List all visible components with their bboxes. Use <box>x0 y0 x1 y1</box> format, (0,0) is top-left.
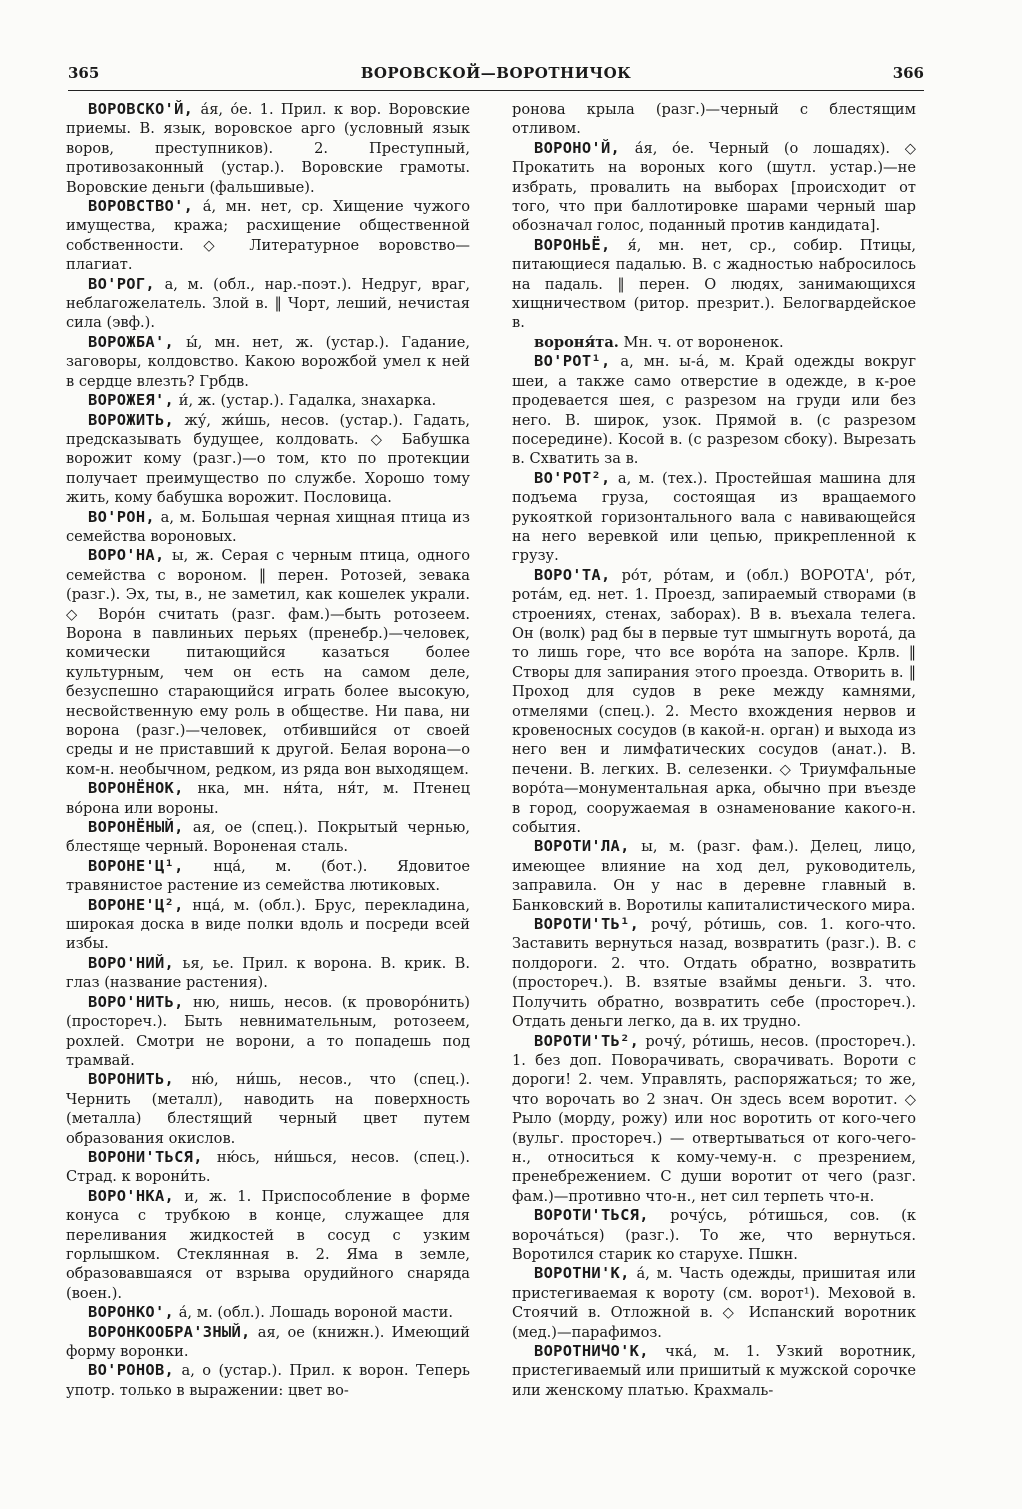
entry-headword: ВОРОНЕ'Ц¹, <box>88 856 184 875</box>
entry-definition: а́, мн. нет, ср. Хищение чужого имущества, кража; расхищение общественной собственности. ◇ Литературное воровство—плагиат. <box>66 198 470 274</box>
entry-headword: ВОРО'НА, <box>88 546 165 565</box>
dictionary-entry <box>512 469 916 566</box>
dictionary-entry <box>512 333 916 352</box>
entry-definition: ню, нишь, несов. (к проворо́нить) (простореч.). Быть невнимательным, ротозеем, рохлей. Смотри не ворони, а то попадешь под трамвай. <box>66 993 470 1069</box>
dictionary-entry <box>512 352 916 468</box>
dictionary-entry <box>66 818 470 857</box>
entry-definition: рочу́, ро́тишь, сов. 1. кого-что. Заставить вернуться назад, возвратить (разг.). В. с полдороги. 2. что. Отдать обратно, возвратить (простореч.). В. взятые взаймы деньги. 3. что. Получить обратно, возвратить себе (простореч.). Отдать деньги легко, да в. их трудно. <box>512 916 916 1031</box>
entry-headword: ВОРОНО'Й, <box>534 138 621 157</box>
entry-definition: и́, ж. (устар.). Гадалка, знахарка. <box>174 392 437 410</box>
entry-definition: ая, ое (книжн.). Имеющий форму воронки. <box>66 1323 470 1360</box>
entry-headword: ВОРОТИ'ЛА, <box>534 837 630 856</box>
entry-definition: ню́сь, ни́шься, несов. (спец.). Страд. к ворони́ть. <box>66 1148 470 1186</box>
entry-definition: рочу́, ро́тишь, несов. (простореч.). 1. без доп. Поворачивать, сворачивать. Вороти с дороги! 2. чем. Управлять, распоряжаться; то же, что ворочать во 2 знач. Он здесь всем воротит. ◇ Рыло (морду, рожу) или нос воротить от кого-чего (вульг. простореч.) — отвертываться от кого-чего-н., относиться к кому-чему-н. с презрением, пренебрежением. С души воротит от чего (разг. фам.)—противно что-н., нет сил терпеть что-н. <box>512 1032 916 1205</box>
entry-headword: ВОРОНКООБРА'ЗНЫЙ, <box>88 1322 251 1341</box>
dictionary-entry <box>66 1303 470 1322</box>
entry-definition: и, ж. 1. Приспособление в форме конуса с трубкою в конце, служащее для переливания жидкостей в сосуд с узким горлышком. Стеклянная в. 2. Яма в земле, образовавшаяся от взрыва орудийного снаряда (воен.). <box>66 1187 470 1302</box>
entry-headword: ВО'РОТ¹, <box>534 352 611 371</box>
entry-headword: ВОРОНИ'ТЬСЯ, <box>88 1147 203 1166</box>
dictionary-entry <box>66 857 470 896</box>
entry-definition: а́я, о́е. 1. Прил. к вор. Воровские приемы. В. язык, воровское арго (условный язык воров, преступников). 2. Преступный, противозаконный (устар.). Воровские грамоты. Воровские деньги (фальшивые). <box>66 101 470 196</box>
entry-definition: ро́т, ро́там, и (обл.) ВОРОТА', ро́т, рота́м, ед. нет. 1. Проезд, запираемый створами (в строениях, стенах, заборах). В в. въехала телега. Он (волк) рад бы в первые тут шмыгнуть ворота́, да то лишь горе, что все воро́та на запоре. Крлв. ‖ Створы для запирания этого проезда. Отворить в. ‖ Проход для судов в реке между камнями, отмелями (спец.). 2. Место вхождения нервов и кровеносных сосудов (в какой-н. орган) и выхода из него вен и лимфатических сосудов (анат.). В. печени. В. легких. В. селезенки. ◇ Триумфальные воро́та—монументальная арка, обычно при въезде в город, сооружаемая в ознаменование какого-н. события. <box>512 566 916 837</box>
dictionary-entry <box>66 1323 470 1362</box>
page-margin-edge <box>0 0 46 1509</box>
dictionary-entry <box>66 391 470 410</box>
entry-headword: ВО'РОТ², <box>534 468 611 487</box>
dictionary-entry <box>66 275 470 333</box>
entry-headword: ВО'РОГ, <box>88 274 155 293</box>
entry-definition: а́, м. (обл.). Лошадь вороной масти. <box>174 1304 453 1322</box>
dictionary-entry <box>512 566 916 838</box>
dictionary-entry <box>512 236 916 333</box>
entry-headword: ВОРОВСТВО', <box>88 197 194 216</box>
entry-headword: ВОРОЖИТЬ, <box>88 410 175 429</box>
entry-headword: ВО'РОН, <box>88 507 155 526</box>
dictionary-entry <box>66 779 470 818</box>
dictionary-entry <box>66 896 470 954</box>
dictionary-entry <box>66 1361 470 1400</box>
entry-definition: ья, ье. Прил. к ворона. В. крик. В. глаз (название растения). <box>66 954 470 992</box>
dictionary-entry <box>66 100 470 197</box>
entry-headword: ВОРОЖЕЯ', <box>88 391 175 410</box>
entry-headword: ВОРОНИТЬ, <box>88 1070 175 1089</box>
dictionary-entry <box>66 508 470 547</box>
entry-definition: я́, мн. нет, ср., собир. Птицы, питающиеся падалью. В. с жадностью набросилось на падаль. ‖ перен. О людях, занимающихся хищничеством (ритор. презрит.). Белогвардейское в. <box>512 236 916 332</box>
dictionary-entry <box>512 1264 916 1342</box>
entry-definition: а, мн. ы-а́, м. Край одежды вокруг шеи, а также само отверстие в одежде, в к-рое продевается шея, с разрезом на груди или без него. В. широк, узок. Прямой в. (с разрезом посередине). Косой в. (с разрезом сбоку). Вырезать в. Схватить за в. <box>512 353 916 468</box>
entry-headword: ВОРОНКО', <box>88 1303 175 1322</box>
entry-definition: ронова крыла (разг.)—черный с блестящим отливом. <box>512 101 916 138</box>
dictionary-entry <box>512 100 916 139</box>
entry-headword: ВОРОТНИ'К, <box>534 1264 630 1283</box>
entry-definition: ы, ж. Серая с черным птица, одного семейства с вороном. ‖ перен. Ротозей, зевака (разг.). Эх, ты, в., не заметил, как кошелек украли. ◇ Воро́н считать (разг. фам.)—быть ротозеем. Ворона в павлиньих перьях (пренебр.)—человек, комически питающийся казаться более культурным, чем он есть на самом деле, безуспешно старающийся играть более высокую, несвойственную ему роль в обществе. Ни пава, ни ворона (разг.)—человек, отбившийся от своей среды и не приставший к другой. Белая ворона—о ком-н. необычном, редком, из ряда вон выходящем. <box>66 547 470 778</box>
entry-headword: ВОРО'НКА, <box>88 1186 175 1205</box>
page-number-right: 366 <box>892 64 924 82</box>
entry-definition: жу́, жи́шь, несов. (устар.). Гадать, предсказывать будущее, колдовать. ◇ Бабушка ворожит кому (разг.)—о том, кто по протекции получает преимущество по службе. Хорошо тому жить, кому бабушка ворожит. Пословица. <box>66 411 470 507</box>
entry-headword: ВОРОНЕ'Ц², <box>88 895 184 914</box>
entry-definition: а, м. (обл., нар.-поэт.). Недруг, враг, неблагожелатель. Злой в. ‖ Чорт, леший, нечистая сила (эвф.). <box>66 275 470 332</box>
dictionary-entry <box>66 1070 470 1148</box>
dictionary-entry <box>512 837 916 915</box>
left-column <box>66 100 470 1490</box>
dictionary-entry <box>66 993 470 1071</box>
entry-definition: а, о (устар.). Прил. к ворон. Теперь употр. только в выражении: цвет во- <box>66 1362 470 1399</box>
entry-definition: Мн. ч. от вороненок. <box>618 333 784 351</box>
dictionary-entry <box>66 546 470 779</box>
entry-definition: нца́, м. (обл.). Брус, перекладина, широкая доска в виде полки вдоль и посреди всей избы. <box>66 896 470 953</box>
dictionary-entry <box>512 1342 916 1400</box>
entry-definition: а́, м. Часть одежды, пришитая или пристегиваемая к вороту (см. ворот¹). Меховой в. Стоячий в. Отложной в. ◇ Испанский воротник (мед.)—парафимоз. <box>512 1265 916 1341</box>
entry-headword: ВОРОНЁНЫЙ, <box>88 818 184 837</box>
entry-definition: ы́, мн. нет, ж. (устар.). Гадание, заговоры, колдовство. Какою ворожбой умел к ней в сердце влезть? Грбдв. <box>66 333 470 390</box>
entry-headword: ВОРОТИ'ТЬСЯ, <box>534 1206 649 1225</box>
entry-definition: а, м. Большая черная хищная птица из семейства вороновых. <box>66 508 470 545</box>
entry-definition: а, м. (тех.). Простейшая машина для подъема груза, состоящая из вращаемого рукояткой горизонтального вала с навивающейся на него веревкой или цепью, прикрепленной к грузу. <box>512 469 916 565</box>
dictionary-entry <box>66 1148 470 1187</box>
dictionary-entry <box>512 915 916 1031</box>
entry-headword: ВОРОТНИЧО'К, <box>534 1342 649 1360</box>
entry-headword: ВОРО'НИТЬ, <box>88 992 184 1011</box>
entry-headword: ВОРОТИ'ТЬ², <box>534 1031 640 1050</box>
entry-headword: ВОРОНЬЁ, <box>534 235 611 254</box>
entry-definition: чка́, м. 1. Узкий воротник, пристегиваемый или пришитый к мужской сорочке или женскому платью. Крахмаль- <box>512 1343 916 1399</box>
dictionary-entry <box>66 411 470 508</box>
entry-headword: ВОРОТИ'ТЬ¹, <box>534 915 640 934</box>
page-number-left: 365 <box>68 64 100 82</box>
dictionary-entry <box>512 1032 916 1207</box>
dictionary-entry <box>66 333 470 391</box>
dictionary-entry <box>512 139 916 236</box>
running-head: ВОРОВСКОЙ—ВОРОТНИЧОК <box>360 64 632 82</box>
entry-headword: ВОРО'НИЙ, <box>88 953 175 972</box>
page-header <box>68 60 924 91</box>
right-column <box>512 100 916 1490</box>
dictionary-entry <box>66 197 470 275</box>
entry-definition: ы, м. (разг. фам.). Делец, лицо, имеющее влияние на ход дел, руководитель, заправила. Он у нас в деревне главный в. Банковский в. Воротилы капиталистического мира. <box>512 838 916 914</box>
entry-definition: нца́, м. (бот.). Ядовитое травянистое растение из семейства лютиковых. <box>66 857 470 895</box>
entry-headword: вороня́та. <box>534 333 619 351</box>
dictionary-entry <box>66 1187 470 1303</box>
entry-definition: ню́, ни́шь, несов., что (спец.). Чернить (металл), наводить на поверхность (металла) блестящий черный цвет путем образования окислов. <box>66 1071 470 1147</box>
dictionary-entry <box>512 1206 916 1264</box>
entry-headword: ВОРОВСКО'Й, <box>88 100 194 118</box>
entry-definition: ая, ое (спец.). Покрытый чернью, блестяще черный. Вороненая сталь. <box>66 819 470 856</box>
dictionary-entry <box>66 954 470 993</box>
entry-definition: нка, мн. ня́та, ня́т, м. Птенец во́рона или вороны. <box>66 780 470 817</box>
entry-headword: ВО'РОНОВ, <box>88 1361 175 1380</box>
entry-headword: ВОРОНЁНОК, <box>88 779 184 798</box>
entry-definition: рочу́сь, ро́тишься, сов. (к вороча́ться) (разг.). То же, что вернуться. Воротился старик ко старухе. Пшкн. <box>512 1207 916 1263</box>
entry-headword: ВОРО'ТА, <box>534 565 611 584</box>
entry-definition: а́я, о́е. Черный (о лошадях). ◇ Прокатить на вороных кого (шутл. устар.)—не избрать, провалить на выборах [происходит от того, что при баллотировке шарами черный шар обозначал голос, поданный против кандидата]. <box>512 139 916 235</box>
entry-headword: ВОРОЖБА', <box>88 332 175 351</box>
